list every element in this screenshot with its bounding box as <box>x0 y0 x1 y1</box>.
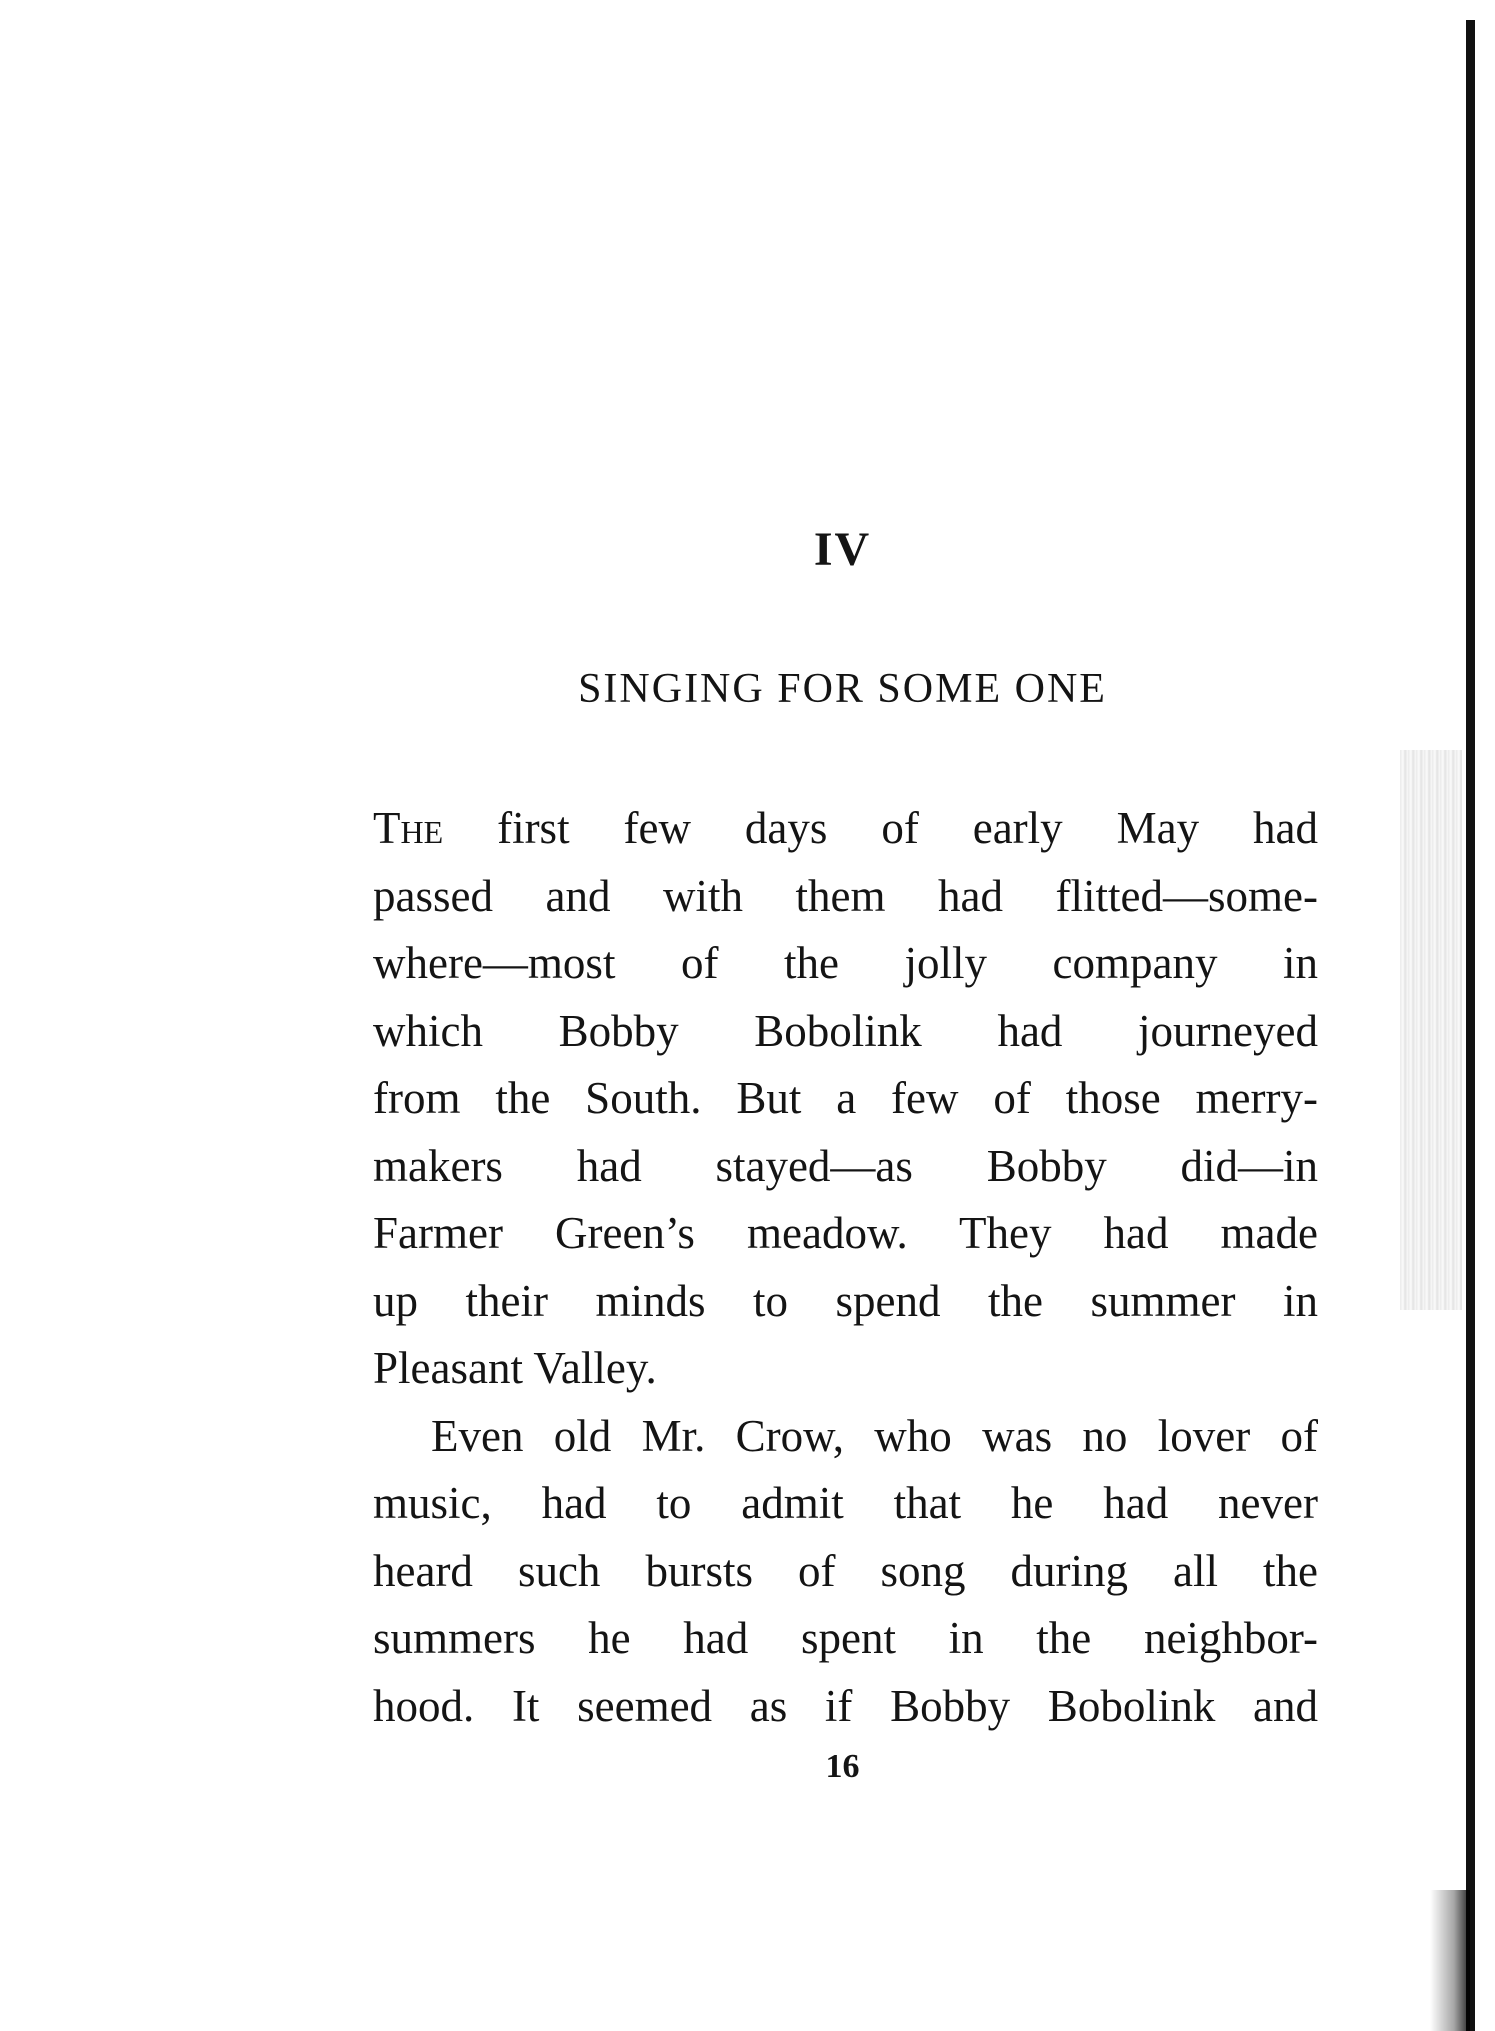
paragraph-1-line-6: makers had stayed—as Bobby did—in <box>373 1140 1318 1191</box>
binding-edge <box>1466 20 1475 2031</box>
paragraph-1-line-1: The first few days of early May had <box>373 803 1318 853</box>
paragraph-1-line-8: up their minds to spend the summer in <box>373 1275 1318 1326</box>
paragraph-1-line-9: Pleasant Valley. <box>373 1343 657 1393</box>
binding-edge-bottom <box>1430 1890 1470 2031</box>
page-number: 16 <box>825 1748 860 1785</box>
paragraph-2-line-1: Even old Mr. Crow, who was no lover of <box>431 1410 1318 1461</box>
paragraph-2-line-3: heard such bursts of song during all the <box>373 1545 1318 1596</box>
paragraph-1-line-2: passed and with them had flitted—some- <box>373 870 1318 921</box>
paragraph-1-line-5: from the South. But a few of those merry- <box>373 1073 1318 1123</box>
paragraph-1-line-3: where—most of the jolly company in <box>373 938 1318 988</box>
paragraph-1-line-7: Farmer Green’s meadow. They had made <box>373 1208 1318 1258</box>
lead-word: The <box>373 803 444 853</box>
chapter-number: IV <box>813 523 872 576</box>
gutter-shadow <box>1400 750 1462 1310</box>
chapter-title: SINGING FOR SOME ONE <box>578 666 1107 712</box>
paragraph-2-line-4: summers he had spent in the neighbor- <box>373 1613 1318 1663</box>
paragraph-1-line-4: which Bobby Bobolink had journeyed <box>373 1005 1318 1056</box>
paragraph-2-line-2: music, had to admit that he had never <box>373 1478 1318 1528</box>
paragraph-2-line-5: hood. It seemed as if Bobby Bobolink and <box>373 1680 1318 1731</box>
chapter-body <box>373 795 1318 1740</box>
